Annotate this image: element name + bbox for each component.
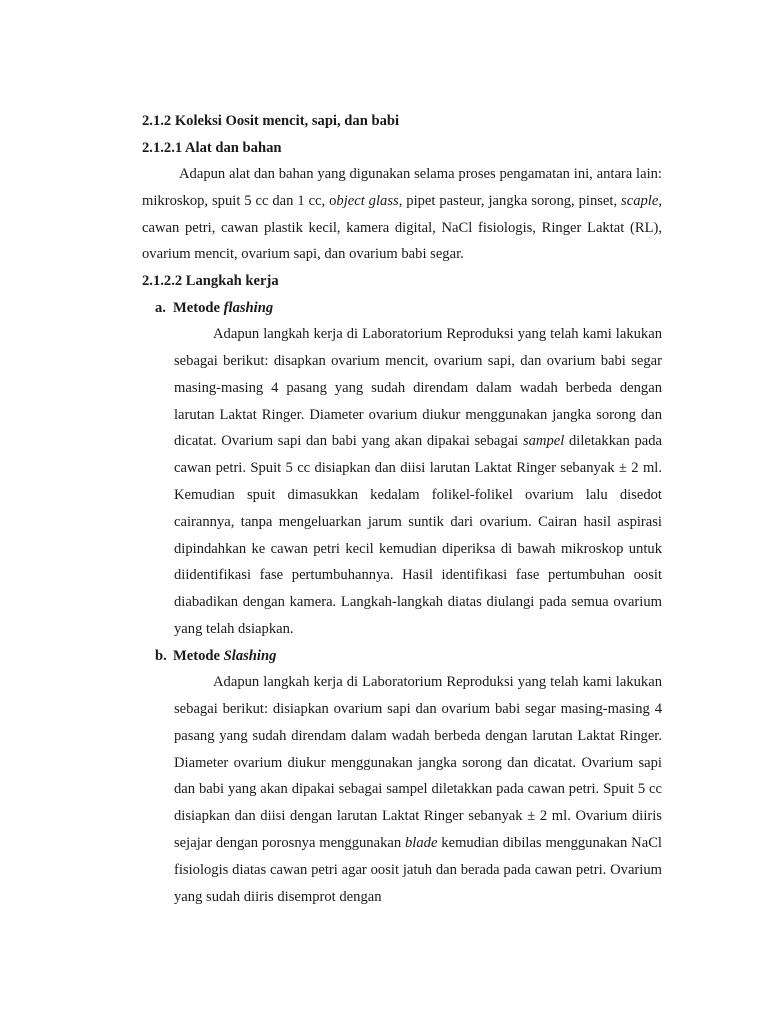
method-item-flashing — [142, 295, 662, 643]
document-content — [142, 108, 662, 910]
paragraph-flashing: Adapun langkah kerja di Laboratorium Reproduksi yang telah kami lakukan sebagai berikut: disapkan ovarium mencit, ovarium sapi, dan ovarium babi segar masing-masing 4 pasang yang sudah direndam dalam wadah berbeda dengan larutan Laktat Ringer. Diameter ovarium diukur menggunakan jangka sorong dan dicatat. Ovarium sapi dan babi yang akan dipakai sebagai sampel diletakkan pada cawan petri. Spuit 5 cc disiapkan dan diisi larutan Laktat Ringer sebanyak ± 2 ml. Kemudian spuit dimasukkan kedalam folikel-folikel ovarium lalu disedot cairannya, tanpa mengeluarkan jarum suntik dari ovarium. Cairan hasil aspirasi dipindahkan ke cawan petri kecil kemudian diperiksa di bawah mikroskop untuk diidentifikasi fase pertumbuhannya. Hasil identifikasi fase pertumbuhan oosit diabadikan dengan kamera. Langkah-langkah diatas diulangi pada semua ovarium yang telah dsiapkan. — [174, 326, 662, 637]
list-marker: a. — [155, 299, 166, 316]
section-heading: 2.1.2 Koleksi Oosit mencit, sapi, dan babi — [142, 113, 400, 129]
subsection-heading-langkah: 2.1.2.2 Langkah kerja — [142, 273, 279, 290]
method-item-slashing — [142, 643, 662, 911]
method-title-flashing: a. Metode flashing — [155, 295, 662, 322]
paragraph-slashing: Adapun langkah kerja di Laboratorium Reproduksi yang telah kami lakukan sebagai berikut: disiapkan ovarium sapi dan ovarium babi segar masing-masing 4 pasang yang sudah direndam dalam wadah berbeda dengan larutan Laktat Ringer. Diameter ovarium diukur menggunakan jangka sorong dan dicatat. Ovarium sapi dan babi yang akan dipakai sebagai sampel diletakkan pada cawan petri. Spuit 5 cc disiapkan dan diisi dengan larutan Laktat Ringer sebanyak ± 2 ml. Ovarium diiris sejajar dengan porosnya menggunakan blade kemudian dibilas menggunakan NaCl fisiologis diatas cawan petri agar oosit jatuh dan berada pada cawan petri. Ovarium yang sudah diiris disemprot dengan — [174, 674, 662, 905]
list-marker: b. — [155, 647, 167, 664]
method-body-flashing — [174, 321, 662, 643]
method-title-slashing: b. Metode Slashing — [155, 643, 662, 670]
paragraph-alat-bahan: Adapun alat dan bahan yang digunakan selama proses pengamatan ini, antara lain: mikroskop, spuit 5 cc dan 1 cc, object glass, pipet pasteur, jangka sorong, pinset, scaple, cawan petri, cawan plastik kecil, kamera digital, NaCl fisiologis, Ringer Laktat (RL), ovarium mencit, ovarium sapi, dan ovarium babi segar. — [142, 166, 662, 263]
subsection-heading-alat: 2.1.2.1 Alat dan bahan — [142, 139, 282, 156]
method-body-slashing — [174, 669, 662, 910]
